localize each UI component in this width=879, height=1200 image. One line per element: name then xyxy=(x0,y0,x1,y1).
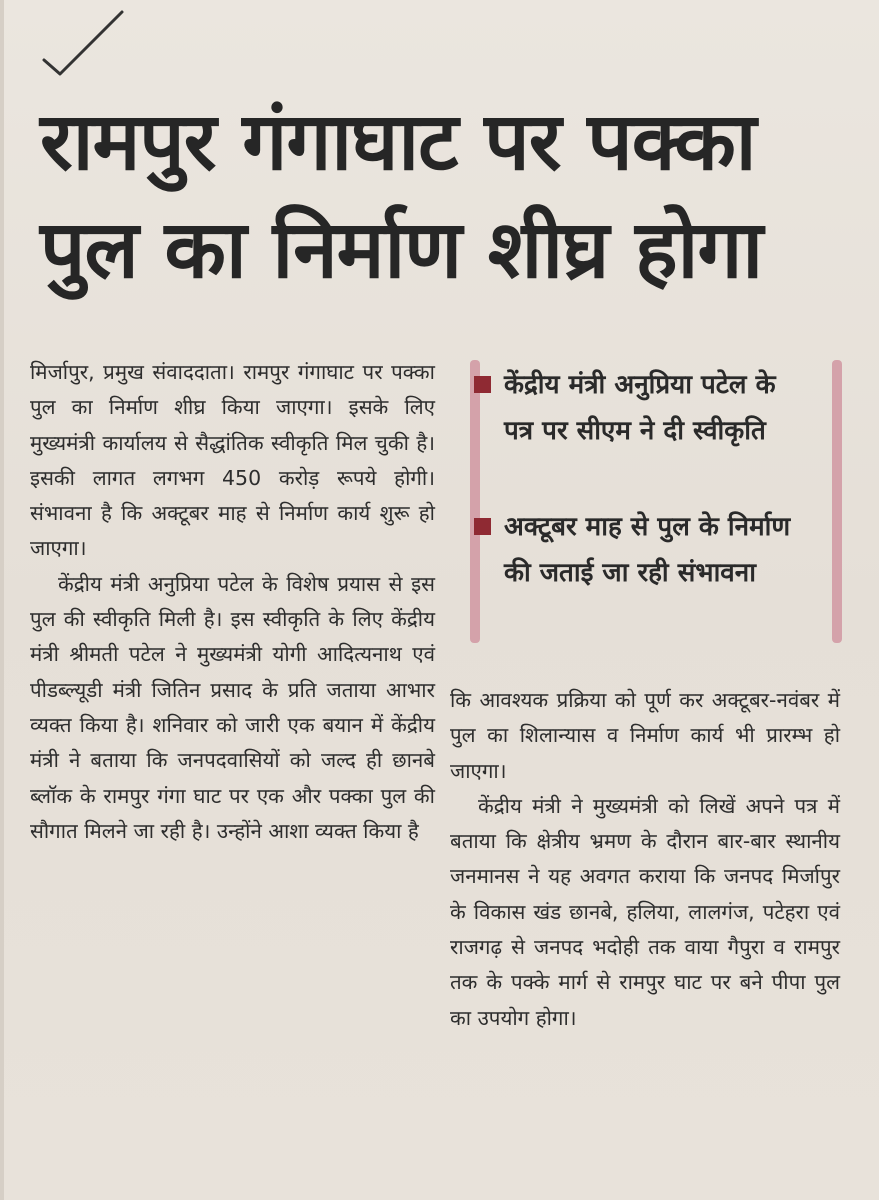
highlight-item xyxy=(504,362,804,454)
highlight-bar-right xyxy=(832,360,842,643)
article-paragraph: केंद्रीय मंत्री ने मुख्यमंत्री को लिखें अपने पत्र में बताया कि क्षेत्रीय भ्रमण के दौरान बार-बार स्थानीय जनमानस ने यह अवगत कराया कि जनपद मिर्जापुर के विकास खंड छानबे, हलिया, लालगंज, पटेहरा एवं राजगढ़ से जनपद भदोही तक वाया गैपुरा व रामपुर तक के पक्के मार्ग से रामपुर घाट पर बने पीपा पुल का उपयोग होगा। xyxy=(450,793,840,1030)
article-column-left xyxy=(30,355,435,849)
headline xyxy=(40,88,860,304)
highlight-bar-left xyxy=(470,360,480,643)
article-paragraph: मिर्जापुर, प्रमुख संवाददाता। रामपुर गंगाघाट पर पक्का पुल का निर्माण शीघ्र किया जाएगा। इसके लिए मुख्यमंत्री कार्यालय से सैद्धांतिक स्वीकृति मिल चुकी है। इसकी लागत लगभग 450 करोड़ रूपये होगी। संभावना है कि अक्टूबर माह से निर्माण कार्य शुरू हो जाएगा। xyxy=(30,360,435,561)
article-paragraph: कि आवश्यक प्रक्रिया को पूर्ण कर अक्टूबर-नवंबर में पुल का शिलान्यास व निर्माण कार्य भी प्रारम्भ हो जाएगा। xyxy=(450,688,840,783)
square-bullet-icon xyxy=(474,376,491,393)
highlight-text: अक्टूबर माह से पुल के निर्माण की जताई जा रही संभावना xyxy=(504,512,791,588)
page-edge xyxy=(0,0,4,1200)
square-bullet-icon xyxy=(474,518,491,535)
highlight-item xyxy=(504,504,804,596)
headline-line-2: पुल का निर्माण शीघ्र होगा xyxy=(40,203,763,296)
article-paragraph: केंद्रीय मंत्री अनुप्रिया पटेल के विशेष प्रयास से इस पुल की स्वीकृति मिली है। इस स्वीकृति के लिए केंद्रीय मंत्री श्रीमती पटेल ने मुख्यमंत्री योगी आदित्यनाथ एवं पीडब्ल्यूडी मंत्री जितिन प्रसाद के प्रति जताया आभार व्यक्त किया है। शनिवार को जारी एक बयान में केंद्रीय मंत्री ने बताया कि जनपदवासियों को जल्द ही छानबे ब्लॉक के रामपुर गंगा घाट पर एक और पक्का पुल की सौगात मिलने जा रही है। उन्होंने आशा व्यक्त किया है xyxy=(30,571,435,843)
checkmark-icon xyxy=(38,8,128,78)
highlight-text: केंद्रीय मंत्री अनुप्रिया पटेल के पत्र पर सीएम ने दी स्वीकृति xyxy=(504,370,776,446)
article-column-right xyxy=(450,683,840,1036)
highlight-box xyxy=(470,360,842,643)
headline-line-1: रामपुर गंगाघाट पर पक्का xyxy=(40,95,756,188)
